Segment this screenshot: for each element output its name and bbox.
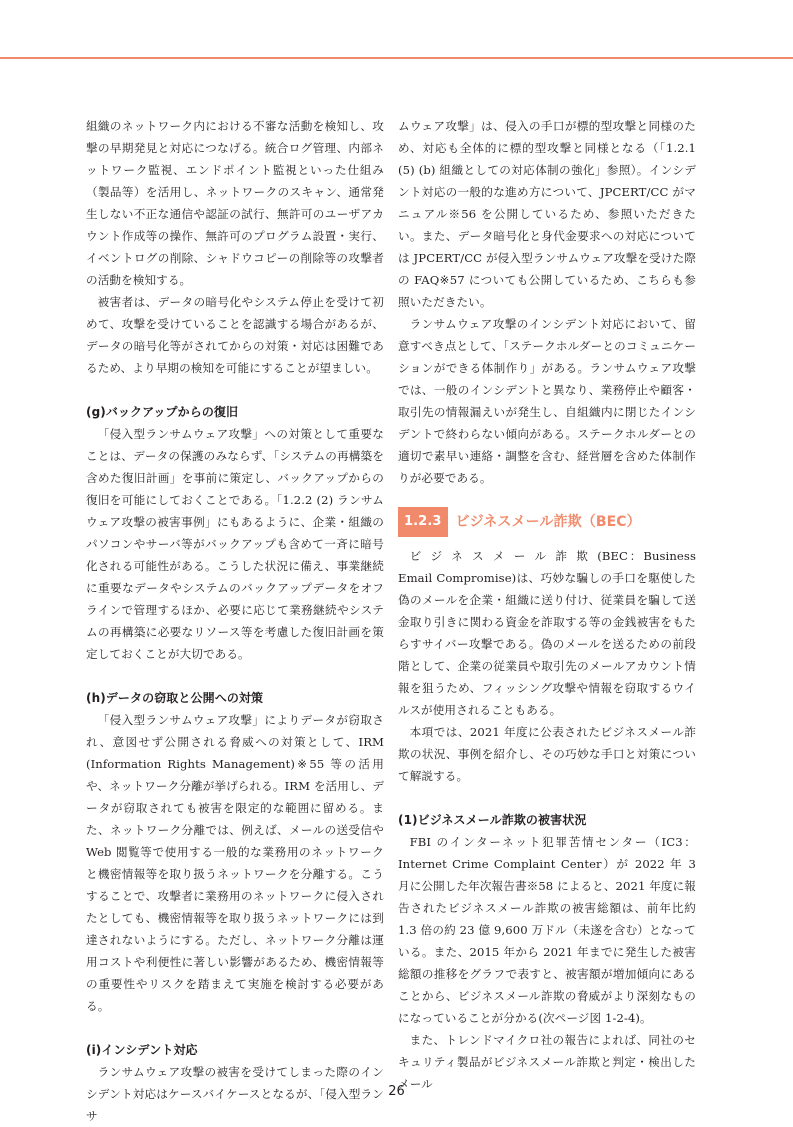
- paragraph: 組織のネットワーク内における不審な活動を検知し、攻撃の早期発見と対応につなげる。統合ログ管理、内部ネットワーク監視、エンドポイント監視といった仕組み（製品等）を活用し、ネットワークのスキャン、通常発生しない不正な通信や認証の試行、無許可のユーザアカウント作成等の操作、無許可のプログラム設置・実行、イベントログの削除、シャドウコピーの削除等の攻撃者の活動を検知する。: [86, 119, 384, 287]
- bec-paragraph-text: (BEC：Business Email Compromise)は、巧妙な騙しの手口を駆使した偽のメールを企業・組織に送り付け、従業員を騙して送金取り引きに関わる資金を詐取する等の金銭被害をもたらすサイバー攻撃である。偽のメールを送るための前段階として、企業の従業員や取引先のメールアカウント情報を狙うため、フィッシング攻撃や情報を窃取するウイルスが使用されることもある。: [398, 549, 696, 717]
- left-column: [86, 115, 384, 1127]
- paragraph: ランサムウェア攻撃の被害を受けてしまった際のインシデント対応はケースバイケースとなるが、「侵入型ランサ: [86, 1065, 384, 1123]
- paragraph: ムウェア攻撃」は、侵入の手口が標的型攻撃と同様のため、対応も全体的に標的型攻撃と同様となる（「1.2.1 (5) (b) 組織としての対応体制の強化」参照）。インシデント対応の一般的な進め方について、JPCERT/CC がマニュアル※56 を公開しているため、参照いただきたい。また、データ暗号化と身代金要求への対応については JPCERT/CC が侵入型ランサムウェア攻撃を受けた際の FAQ※57 についても公開しているため、こちらも参照いただきたい。: [398, 119, 696, 309]
- paragraph: FBI のインターネット犯罪苦情センター（IC3：Internet Crime Complaint Center）が 2022 年 3 月に公開した年次報告書※58 によると、2021 年度に報告されたビジネスメール詐欺の被害総額は、前年比約 1.3 倍の約 23 億 9,600 万ドル（未遂を含む）となっている。また、2015 年から 2021 年までに発生した被害総額の推移をグラフで表すと、被害額が増加傾向にあることから、ビジネスメール詐欺の脅威がより深刻なものになっていることが分かる(次ページ図 1-2-4)。: [398, 835, 696, 1025]
- bec-lead-text: ビジネスメール詐欺: [409, 549, 598, 563]
- section-number: 1.2.3: [398, 507, 448, 537]
- subsection-heading-h: (h)データの窃取と公開への対策: [86, 691, 264, 705]
- section-title: ビジネスメール詐欺（BEC）: [455, 514, 641, 530]
- subsection-heading-i: (i)インシデント対応: [86, 1043, 198, 1057]
- page-number: 26: [388, 1084, 405, 1099]
- paragraph: [398, 545, 696, 721]
- subsection-heading-g: (g)バックアップからの復旧: [86, 405, 239, 419]
- paragraph: 「侵入型ランサムウェア攻撃」への対策として重要なことは、データの保護のみならず、「システムの再構築を含めた復旧計画」を事前に策定し、バックアップからの復旧を可能にしておくことである。「1.2.2 (2) ランサムウェア攻撃の被害事例」にもあるように、企業・組織のパソコンやサーバ等がバックアップも含めて一斉に暗号化される可能性がある。こうした状況に備え、事業継続に重要なデータやシステムのバックアップデータをオフラインで管理するほか、必要に応じて業務継続やシステムの再構築に必要なリソース等を考慮した復旧計画を策定しておくことが大切である。: [86, 427, 384, 661]
- section-heading: [398, 507, 696, 537]
- paragraph: ランサムウェア攻撃のインシデント対応において、留意すべき点として、「ステークホルダーとのコミュニケーションができる体制作り」がある。ランサムウェア攻撃では、一般のインシデントと異なり、業務停止や顧客・取引先の情報漏えいが発生し、自組織内に閉じたインシデントで終わらない傾向がある。ステークホルダーとの適切で素早い連絡・調整を含む、経営層を含めた体制作りが必要である。: [398, 317, 696, 485]
- header-rule: [0, 57, 793, 59]
- subsection-heading-1: (1)ビジネスメール詐欺の被害状況: [398, 813, 587, 827]
- paragraph: 本項では、2021 年度に公表されたビジネスメール詐欺の状況、事例を紹介し、その巧妙な手口と対策について解説する。: [398, 725, 696, 783]
- paragraph: また、トレンドマイクロ社の報告によれば、同社のセキュリティ製品がビジネスメール詐欺と判定・検出したメール: [398, 1033, 696, 1091]
- paragraph: 「侵入型ランサムウェア攻撃」によりデータが窃取され、意図せず公開される脅威への対策として、IRM (Information Rights Management)※55 等の活用や、ネットワーク分離が挙げられる。IRM を活用し、データが窃取されても被害を限定的な範囲に留める。また、ネットワーク分離では、例えば、メールの送受信や Web 閲覧等で使用する一般的な業務用のネットワークと機密情報等を取り扱うネットワークを分離する。こうすることで、攻撃者に業務用のネットワークに侵入されたとしても、機密情報等を取り扱うネットワークには到達されないようにする。ただし、ネットワーク分離は運用コストや利便性に著しい影響があるため、機密情報等の重要性やリスクを踏まえて実施を検討する必要がある。: [86, 713, 384, 1013]
- paragraph: 被害者は、データの暗号化やシステム停止を受けて初めて、攻撃を受けていることを認識する場合があるが、データの暗号化等がされてからの対策・対応は困難であるため、より早期の検知を可能にすることが望ましい。: [86, 295, 384, 375]
- right-column: [398, 115, 696, 1095]
